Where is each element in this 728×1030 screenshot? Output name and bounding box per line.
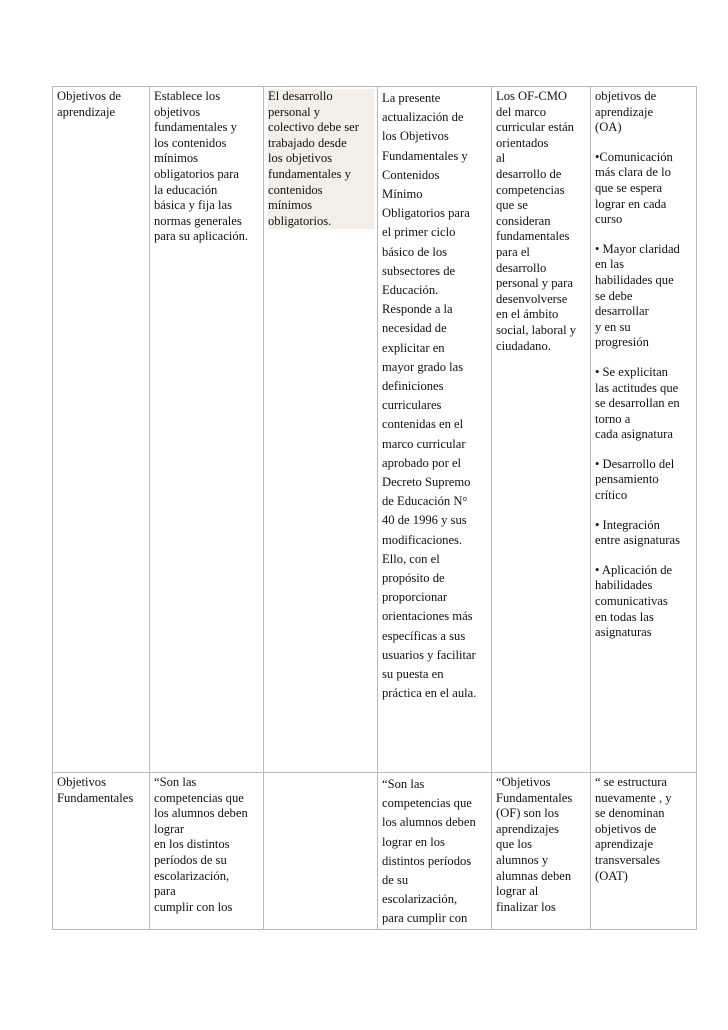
- table-cell: [150, 87, 264, 773]
- table-cell: [264, 87, 378, 773]
- cell-text: “Son las competencias que los alumnos deben lograr en los distintos períodos de su escolarización, para cumplir con los: [154, 775, 248, 914]
- cell-text: “Objetivos Fundamentales (OF) son los aprendizajes que los alumnos y alumnas deben lograr al finalizar los: [496, 775, 573, 914]
- table-cell: [492, 773, 591, 930]
- cell-text: “Son las competencias que los alumnos deben lograr en los distintos períodos de su escolarización, para cumplir con: [382, 777, 476, 926]
- bullet-item: • Desarrollo del pensamiento crítico: [595, 456, 675, 503]
- table-cell: [150, 773, 264, 930]
- table-cell: [492, 87, 591, 773]
- table-cell: [53, 773, 150, 930]
- table-cell: [53, 87, 150, 773]
- table-cell: [591, 87, 697, 773]
- row-heading-objetivos-fundamentales: Objetivos Fundamentales: [57, 775, 134, 805]
- cell-text: La presente actualización de los Objetivos Fundamentales y Contenidos Mínimo Obligatorios para el primer ciclo básico de los subsectores de Educación. Responde a la necesidad de explicitar en mayor grado las definiciones curriculares contenidas en el marco curricular aprobado por el Decreto Supremo de Educación N° 40 de 1996 y sus modificaciones. Ello, con el propósito de proporcionar orientaciones más específicas a sus usuarios y facilitar su puesta en práctica en el aula.: [382, 91, 477, 701]
- cell-text: “ se estructura nuevamente , y se denominan objetivos de aprendizaje transversales (OAT): [595, 775, 672, 883]
- bullet-item: •Comunicación más clara de lo que se espera lograr en cada curso: [595, 149, 673, 227]
- cell-text: objetivos de aprendizaje (OA): [595, 89, 657, 135]
- cell-text: Establece los objetivos fundamentales y los contenidos mínimos obligatorios para la educación básica y fija las normas generales para su aplicación.: [154, 89, 249, 244]
- table-row: [53, 87, 697, 773]
- comparison-table: [52, 86, 697, 930]
- bullet-item: • Integración entre asignaturas: [595, 517, 680, 548]
- table-cell: [378, 773, 492, 930]
- bullet-item: • Mayor claridad en las habilidades que se debe desarrollar y en su progresión: [595, 241, 680, 350]
- bullet-item: • Se explicitan las actitudes que se desarrollan en torno a cada asignatura: [595, 364, 680, 442]
- table-cell: [591, 773, 697, 930]
- table-cell: [264, 773, 378, 930]
- table-cell: [378, 87, 492, 773]
- cell-text: Los OF-CMO del marco curricular están orientados al desarrollo de competencias que se consideran fundamentales para el desarrollo personal y para desenvolverse en el ámbito social, laboral y ciudadano.: [496, 89, 577, 353]
- row-heading-objetivos-aprendizaje: Objetivos de aprendizaje: [57, 89, 122, 119]
- bullet-item: • Aplicación de habilidades comunicativas en todas las asignaturas: [595, 562, 673, 640]
- table-row: [53, 773, 697, 930]
- cell-text-highlighted: El desarrollo personal y colectivo debe ser trabajado desde los objetivos fundamentales y contenidos mínimos obligatorios.: [268, 89, 374, 229]
